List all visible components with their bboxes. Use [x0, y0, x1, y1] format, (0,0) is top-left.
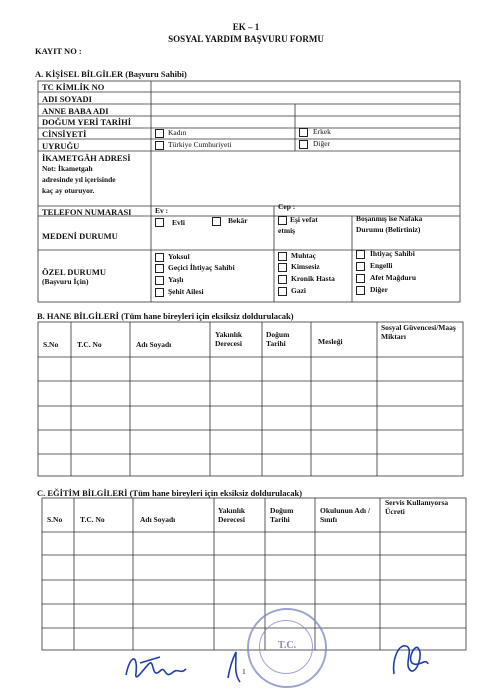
signature-left	[120, 645, 200, 690]
table-b-header: Mesleği	[318, 337, 343, 346]
address-note-1: Not: İkametgah	[42, 164, 93, 173]
form-title: SOSYAL YARDIM BAŞVURU FORMU	[168, 34, 324, 44]
table-b-header: Yakınlık Derecesi	[215, 330, 243, 348]
gender-male-label: Erkek	[313, 127, 331, 136]
special-label: ÖZEL DURUMU	[42, 267, 106, 277]
table-c-header: T.C. No	[80, 515, 105, 524]
marital-married-label: Evli	[172, 218, 185, 227]
special-option-label: Afet Mağduru	[370, 273, 417, 282]
table-b-header: Doğum Tarihi	[266, 330, 290, 348]
signature-right	[384, 634, 434, 684]
special-option-label: İhtiyaç Sahibi	[370, 249, 415, 258]
marital-single-label: Bekâr	[228, 216, 248, 225]
page-number: 1	[242, 667, 246, 676]
address-label: İKAMETGÂH ADRESİ	[42, 153, 131, 163]
table-b-header: Sosyal Güvencesi/Maaş Miktarı	[381, 323, 456, 341]
special-option-label: Yaşlı	[168, 275, 184, 284]
special-option-label: Engelli	[370, 261, 393, 270]
special-option-label: Kronik Hasta	[291, 274, 335, 283]
nationality-tr-label: Türkiye Cumhuriyeti	[168, 140, 232, 149]
section-a-heading: A. KİŞİSEL BİLGİLER (Başvuru Sahibi)	[35, 69, 187, 79]
special-option-label: Muhtaç	[291, 251, 316, 260]
special-sub-label: (Başvuru İçin)	[42, 277, 89, 286]
nationality-other-label: Diğer	[313, 139, 331, 148]
gender-female-label: Kadın	[168, 128, 187, 137]
table-b-header: T.C. No	[77, 340, 102, 349]
table-c-header: Servis Kullanıyorsa Ücreti	[385, 498, 449, 516]
phone-label: TELEFON NUMARASI	[42, 207, 132, 217]
marital-divorced-label-2: Durumu (Belirtiniz)	[356, 225, 421, 234]
annex-label: EK – 1	[232, 22, 260, 32]
phone-cell-label: Cep :	[278, 202, 296, 211]
marital-widowed-label-2: etmiş	[278, 226, 296, 235]
marital-label: MEDENİ DURUMU	[42, 231, 118, 241]
section-c-heading: C. EĞİTİM BİLGİLERİ (Tüm hane bireyleri için eksiksiz doldurulacak)	[37, 488, 303, 498]
gender-label: CİNSİYETİ	[42, 129, 87, 139]
table-c-header: Yakınlık Derecesi	[218, 506, 246, 524]
special-option-label: Geçici İhtiyaç Sahibi	[168, 263, 235, 272]
special-option-label: Gazi	[291, 286, 306, 295]
special-option-label: Şehit Ailesi	[168, 287, 204, 296]
nationality-label: UYRUĞU	[42, 141, 80, 151]
section-b-heading: B. HANE BİLGİLERİ (Tüm hane bireyleri için eksiksiz doldurulacak)	[37, 311, 294, 321]
marital-widowed-label-1: Eşi vefat	[290, 215, 318, 224]
stamp-text: T.C.	[277, 640, 297, 651]
table-b-header: S.No	[43, 340, 59, 349]
phone-home-label: Ev :	[155, 206, 169, 215]
record-no: KAYIT NO :	[35, 46, 82, 56]
special-option-label: Yoksul	[168, 252, 190, 261]
birth-label: DOĞUM YERİ TARİHİ	[42, 117, 132, 127]
table-b-header: Adı Soyadı	[136, 340, 172, 349]
name-label: ADI SOYADI	[42, 94, 92, 104]
table-c-header: Adı Soyadı	[140, 515, 176, 524]
parents-label: ANNE BABA ADI	[42, 106, 109, 116]
tc-label: TC KİMLİK NO	[42, 82, 105, 92]
official-stamp	[247, 608, 327, 688]
table-c-header: Okulunun Adı / Sınıfı	[320, 506, 371, 524]
marital-divorced-label-1: Boşanmış ise Nafaka	[356, 214, 423, 223]
special-option-label: Kimsesiz	[291, 262, 320, 271]
table-c-header: Doğum Tarihi	[270, 506, 294, 524]
address-note-3: kaç ay oturuyor.	[42, 186, 95, 195]
special-option-label: Diğer	[370, 285, 388, 294]
table-c-header: S.No	[47, 515, 63, 524]
address-note-2: adresinde yıl içerisinde	[42, 175, 116, 184]
